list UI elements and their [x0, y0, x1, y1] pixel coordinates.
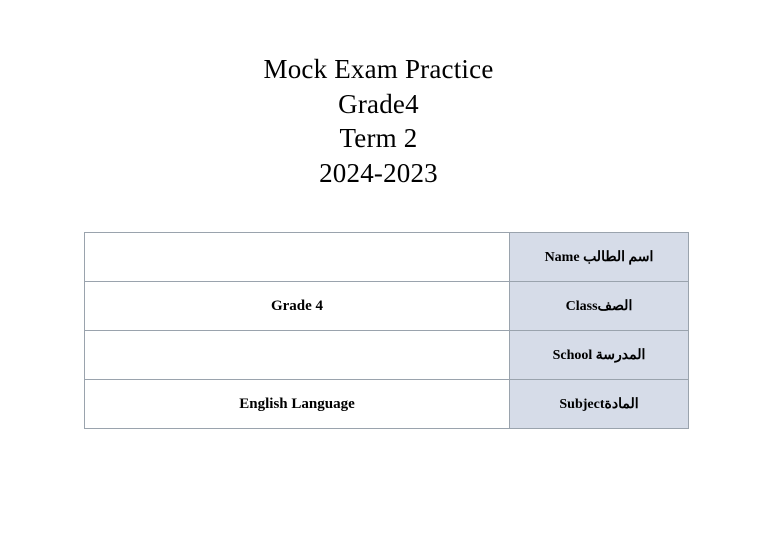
title-line-1: Mock Exam Practice	[263, 54, 494, 84]
table-row	[85, 331, 689, 380]
school-label	[510, 331, 689, 380]
student-info-table	[84, 232, 689, 429]
table-row	[85, 282, 689, 331]
student-name-value[interactable]	[85, 233, 510, 282]
school-label-text: المدرسة School	[552, 347, 646, 363]
class-value[interactable]: Grade 4	[85, 282, 510, 331]
school-value[interactable]	[85, 331, 510, 380]
student-name-label-text: اسم الطالب Name	[544, 249, 654, 265]
table-row	[85, 380, 689, 429]
subject-label-text: المادةSubject	[559, 396, 639, 412]
subject-value[interactable]: English Language	[85, 380, 510, 429]
class-label	[510, 282, 689, 331]
subject-label	[510, 380, 689, 429]
class-label-text: الصفClass	[565, 298, 633, 314]
title-line-4: 2024-2023	[319, 157, 438, 188]
student-name-label	[510, 233, 689, 282]
student-info-table-wrapper	[0, 232, 757, 429]
title-line-3: Term 2	[339, 123, 418, 154]
document-title-block	[0, 0, 757, 190]
title-line-2: Grade4	[338, 88, 419, 119]
table-row	[85, 233, 689, 282]
